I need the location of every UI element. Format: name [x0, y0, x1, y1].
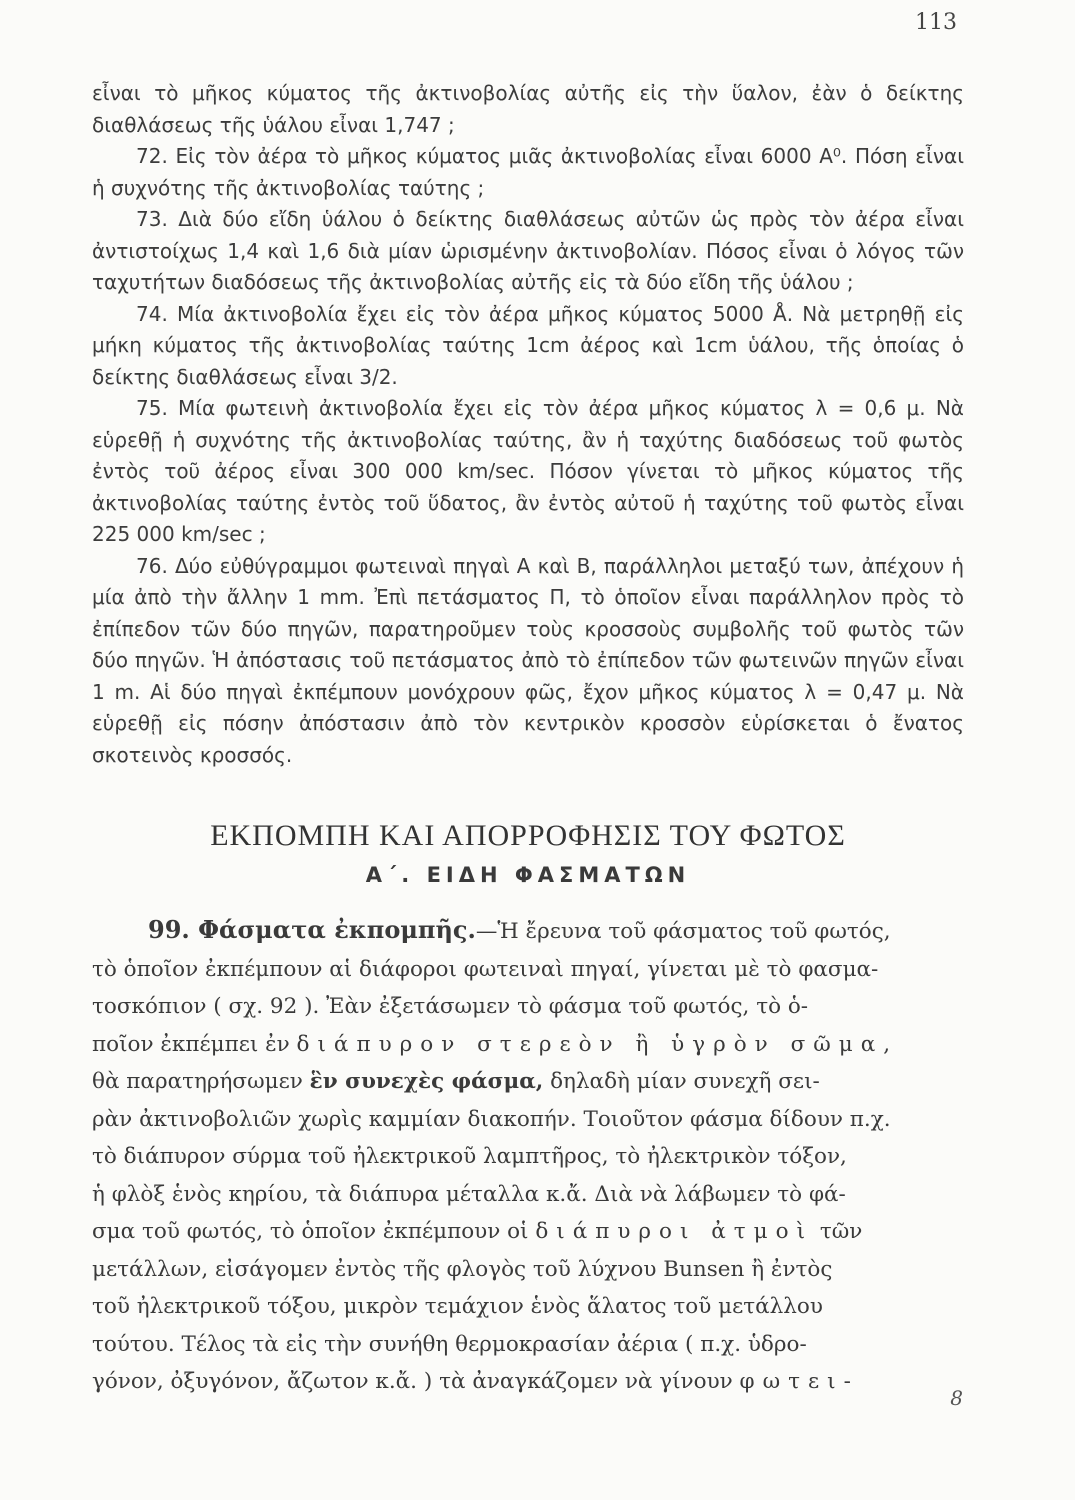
- section-line: ἡ φλὸξ ἑνὸς κηρίου, τὰ διάπυρα μέταλλα κ.ἄ. Διὰ νὰ λάβωμεν τὸ φά-: [92, 1181, 846, 1207]
- section-line: τὸ διάπυρον σύρμα τοῦ ἠλεκτρικοῦ λαμπτῆρος, τὸ ἠλεκτρικὸν τόξον,: [92, 1144, 847, 1169]
- chapter-title: ΕΚΠΟΜΠΗ ΚΑΙ ΑΠΟΡΡΟΦΗΣΙΣ ΤΟΥ ΦΩΤΟΣ: [210, 819, 846, 852]
- section-text: δηλαδὴ μίαν συνεχῆ σει-: [543, 1069, 820, 1094]
- section-text: ποῖον ἐκπέμπει ἐν: [92, 1031, 297, 1057]
- section-line: [92, 911, 964, 951]
- section-line: τοῦ ἠλεκτρικοῦ τόξου, μικρὸν τεμάχιον ἑνὸς ἅλατος τοῦ μετάλλου: [92, 1294, 823, 1319]
- page-number: 113: [915, 10, 957, 35]
- spaced-emphasis: διάπυρον στερεὸν ἢ ὑγρὸν σῶμα,: [296, 1031, 899, 1057]
- section-text: σμα τοῦ φωτός, τὸ ὁποῖον ἐκπέμπουν οἱ: [92, 1219, 536, 1244]
- problem-72: 72. Εἰς τὸν ἀέρα τὸ μῆκος κύματος μιᾶς ἀκτινοβολίας εἶναι 6000 A⁰. Πόση εἶναι ἡ συχνότης τῆς ἀκτινοβολίας ταύτης ;: [92, 144, 964, 200]
- bold-emphasis: ἓν συνεχὲς φάσμα,: [309, 1069, 544, 1094]
- problem-75: 75. Μία φωτεινὴ ἀκτινοβολία ἔχει εἰς τὸν ἀέρα μῆκος κύματος λ = 0,6 μ. Νὰ εὑρεθῇ ἡ συχνότης τῆς ἀκτινοβολίας ταύτης, ἂν ἡ ταχύτης διαδόσεως τοῦ φωτὸς ἐντὸς τοῦ ἀέρος εἶναι 300 000 km/sec. Πόσον γίνεται τὸ μῆκος κύματος τῆς ἀκτινοβολίας ταύτης ἐντὸς τοῦ ὕδατος, ἂν ἐντὸς αὐτοῦ ἡ ταχύτης τοῦ φωτὸς εἶναι 225 000 km/sec ;: [92, 396, 964, 546]
- section-line: [92, 1026, 964, 1064]
- problem-73: 73. Διὰ δύο εἴδη ὑάλου ὁ δείκτης διαθλάσεως αὐτῶν ὡς πρὸς τὸν ἀέρα εἶναι ἀντιστοίχως 1,4 καὶ 1,6 διὰ μίαν ὡρισμένην ἀκτινοβολίαν. Πόσος εἶναι ὁ λόγος τῶν ταχυτήτων διαδόσεως τῆς ἀκτινοβολίας αὐτῆς εἰς τὰ δύο εἴδη τῆς ὑάλου ;: [92, 207, 964, 294]
- section-text: τῶν: [813, 1219, 863, 1244]
- section-line: ρὰν ἀκτινοβολιῶν χωρὶς καμμίαν διακοπήν. Τοιοῦτον φάσμα δίδουν π.χ.: [92, 1106, 891, 1132]
- problem-74: 74. Μία ἀκτινοβολία ἔχει εἰς τὸν ἀέρα μῆκος κύματος 5000 Å. Νὰ μετρηθῇ εἰς μήκη κύματος τῆς ἀκτινοβολίας ταύτης 1cm ἀέρος καὶ 1cm ὑάλου, τῆς ὁποίας ὁ δείκτης διαθλάσεως εἶναι 3/2.: [92, 301, 964, 389]
- section-text: γόνον, ὀξυγόνον, ἄζωτον κ.ἄ. ) τὰ ἀναγκάζομεν νὰ γίνουν: [92, 1369, 740, 1394]
- page-content: [92, 78, 964, 1401]
- section-line: τοσκόπιον ( σχ. 92 ). Ἐὰν ἐξετάσωμεν τὸ φάσμα τοῦ φωτός, τὸ ὁ-: [92, 994, 809, 1019]
- section-line: [92, 1363, 964, 1401]
- signature-mark: 8: [950, 1386, 963, 1410]
- section-line: [92, 1063, 964, 1101]
- section-99: [92, 911, 964, 1401]
- section-heading: 99. Φάσματα ἐκπομπῆς.: [148, 915, 476, 944]
- spaced-emphasis: διάπυροι ἀτμοὶ: [535, 1219, 814, 1244]
- section-line: [92, 1213, 964, 1251]
- chapter-subtitle: Α΄. ΕΙΔΗ ΦΑΣΜΑΤΩΝ: [365, 863, 691, 887]
- section-line: μετάλλων, εἰσάγομεν ἐντὸς τῆς φλογὸς τοῦ λύχνου Bunsen ἢ ἐντὸς: [92, 1256, 833, 1282]
- section-text: θὰ παρατηρήσωμεν: [92, 1069, 310, 1094]
- section-line: τὸ ὁποῖον ἐκπέμπουν αἱ διάφοροι φωτειναὶ πηγαί, γίνεται μὲ τὸ φασμα-: [92, 956, 879, 982]
- problem-71-end: εἶναι τὸ μῆκος κύματος τῆς ἀκτινοβολίας αὐτῆς εἰς τὴν ὕαλον, ἐὰν ὁ δείκτης διαθλάσεως τῆς ὑάλου εἶναι 1,747 ;: [92, 81, 964, 137]
- problem-76: 76. Δύο εὐθύγραμμοι φωτειναὶ πηγαὶ Α καὶ Β, παράλληλοι μεταξύ των, ἀπέχουν ἡ μία ἀπὸ τὴν ἄλλην 1 mm. Ἐπὶ πετάσματος Π, τὸ ὁποῖον εἶναι παράλληλον πρὸς τὸ ἐπίπεδον τῶν δύο πηγῶν, παρατηροῦμεν τοὺς κροσσοὺς συμβολῆς τοῦ φωτὸς τῶν δύο πηγῶν. Ἡ ἀπόστασις τοῦ πετάσματος ἀπὸ τὸ ἐπίπεδον τῶν φωτεινῶν πηγῶν εἶναι 1 m. Αἱ δύο πηγαὶ ἐκπέμπουν μονόχρουν φῶς, ἔχον μῆκος κύματος λ = 0,47 μ. Νὰ εὑρεθῇ εἰς πόσην ἀπόστασιν ἀπὸ τὸν κεντρικὸν κροσσὸν εὑρίσκεται ὁ ἔνατος σκοτεινὸς κροσσός.: [92, 553, 964, 767]
- section-line: τούτου. Τέλος τὰ εἰς τὴν συνήθη θερμοκρασίαν ἀέρια ( π.χ. ὑδρο-: [92, 1331, 807, 1357]
- section-text: —Ἡ ἔρευνα τοῦ φάσματος τοῦ φωτός,: [475, 919, 891, 944]
- spaced-emphasis: φωτει-: [739, 1369, 859, 1394]
